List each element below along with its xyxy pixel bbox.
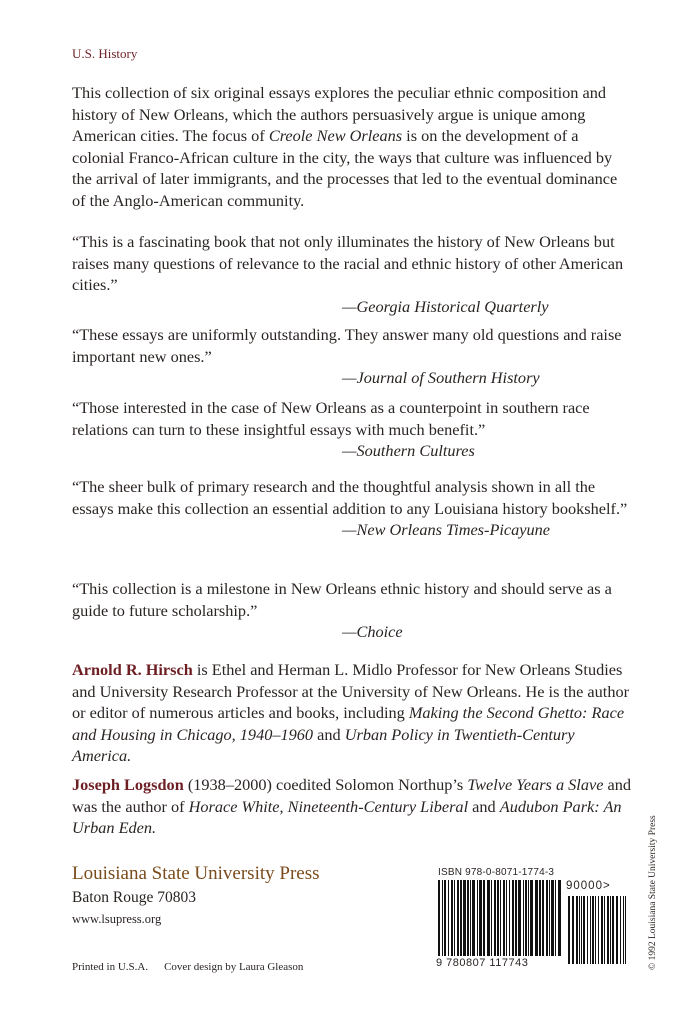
barcode-bar [444, 880, 446, 956]
barcode-bar [546, 880, 548, 956]
barcode-addon-number: 90000> [566, 880, 611, 892]
barcode-bar [451, 880, 453, 956]
barcode-bar [487, 880, 490, 956]
barcode-bar [494, 880, 496, 956]
barcode-addon-bar [610, 896, 611, 964]
barcode-addon-bar [590, 896, 591, 964]
barcode-addon-bar [612, 896, 614, 964]
barcode-bar [549, 880, 550, 956]
barcode-bar [528, 880, 529, 956]
copyright-notice: © 1992 Louisiana State University Press [648, 815, 658, 970]
author-name: Arnold R. Hirsch [72, 660, 193, 679]
barcode-bar [523, 880, 524, 956]
quote-source: —New Orleans Times-Picayune [342, 520, 551, 540]
barcode-bar [448, 880, 449, 956]
category-label: U.S. History [72, 46, 138, 61]
barcode-bar [470, 880, 471, 956]
book-title: Creole New Orleans [268, 126, 403, 146]
publisher-name: Louisiana State University Press [72, 863, 320, 884]
barcode-bar [472, 880, 475, 956]
barcode-bar [539, 880, 541, 956]
quote-source: —Journal of Southern History [342, 368, 540, 388]
blurb-quote: “This collection is a milestone in New Orleans ethnic history and should serve as a guide to future scholarship.” —Choice [72, 578, 632, 643]
quote-source: —Southern Cultures [342, 441, 475, 461]
barcode-bar [535, 880, 538, 956]
blurb-quote: “This is a fascinating book that not only illuminates the history of New Orleans but raises many questions of relevance to the racial and ethnic history of other American cities.” —Georgia Historical Quarterly [72, 231, 632, 317]
barcode-bar [558, 880, 561, 956]
barcode-addon-bar [581, 896, 582, 964]
barcode-addon-bar [568, 896, 570, 964]
barcode-bar [497, 880, 499, 956]
barcode-bar [460, 880, 462, 956]
author-bio-hirsch: Arnold R. Hirsch is Ethel and Herman L. Midlo Professor for New Orleans Studies and University Research Professor at the University of New Orleans. He is the author or editor of numerous articles and books, including Making the Second Ghetto: Race and Housing in Chicago, 1940–1960 and Urban Policy in Twentieth-Century America. [72, 660, 630, 766]
book-description: This collection of six original essays explores the peculiar ethnic composition and history of New Orleans, which the authors persuasively argue is unique among American cities. The focus of Creole New Orleans is on the development of a colonial Franco-African culture in the city, the ways that culture was influenced by the arrival of later immigrants, and the processes that led to the eventual dominance of the Anglo-American community. [72, 83, 618, 210]
barcode-bar [555, 880, 556, 956]
barcode-bar [479, 880, 482, 956]
publisher-city: Baton Rouge 70803 [72, 889, 196, 906]
publisher-url: www.lsupress.org [72, 912, 162, 926]
barcode-addon-bar [625, 896, 626, 964]
cover-credit: Cover design by Laura Gleason [164, 961, 304, 973]
quote-source: —Georgia Historical Quarterly [342, 296, 549, 316]
barcode-bar [530, 880, 533, 956]
author-name: Joseph Logsdon [72, 775, 184, 794]
quote-source: —Choice [342, 622, 403, 642]
barcode-addon-bar [616, 896, 618, 964]
barcode-bar [491, 880, 492, 956]
barcode-bar [525, 880, 527, 956]
barcode-bar [506, 880, 507, 956]
printed-in: Printed in U.S.A. [72, 961, 149, 973]
barcode-addon-bar [587, 896, 588, 964]
barcode-bar [518, 880, 521, 956]
barcode-addon-bar [601, 896, 603, 964]
author-bio-logsdon: Joseph Logsdon (1938–2000) coedited Solomon Northup’s Twelve Years a Slave and was the author of Horace White, Nineteenth-Century Liberal and Audubon Park: An Urban Eden. [72, 775, 632, 838]
barcode-bar [542, 880, 544, 956]
barcode-bar [463, 880, 466, 956]
barcode-addon-bar [604, 896, 605, 964]
blurb-quote: “The sheer bulk of primary research and the thoughtful analysis shown in all the essays make this collection an essential addition to any Louisiana history bookshelf.” —New Orleans Times-Picayune [72, 476, 632, 541]
barcode [434, 880, 630, 968]
barcode-bar [483, 880, 485, 956]
barcode-addon-bar [592, 896, 594, 964]
barcode-bar [442, 880, 443, 956]
barcode-bar [477, 880, 478, 956]
barcode-addon-bar [620, 896, 621, 964]
barcode-addon-bar [595, 896, 596, 964]
barcode-bar [512, 880, 514, 956]
barcode-bar [503, 880, 505, 956]
footer-credits [72, 961, 303, 973]
barcode-ean-number: 9 780807 117743 [436, 957, 529, 969]
isbn-label: ISBN 978-0-8071-1774-3 [438, 867, 555, 878]
blurb-quote: “Those interested in the case of New Orleans as a counterpoint in southern race relations can turn to these insightful essays with much benefit.” —Southern Cultures [72, 397, 632, 462]
barcode-bar [454, 880, 455, 956]
barcode-addon-bar [583, 896, 585, 964]
barcode-bar [438, 880, 440, 956]
barcode-addon-bar [572, 896, 574, 964]
barcode-addon-bar [607, 896, 609, 964]
barcode-bar [467, 880, 469, 956]
barcode-bar [551, 880, 554, 956]
blurb-quote: “These essays are uniformly outstanding. They answer many old questions and raise important new ones.” —Journal of Southern History [72, 324, 632, 389]
barcode-bar [500, 880, 501, 956]
barcode-addon-bar [598, 896, 599, 964]
barcode-bar [515, 880, 517, 956]
barcode-addon-bar [576, 896, 578, 964]
barcode-bar [509, 880, 510, 956]
barcode-bar [457, 880, 459, 956]
barcode-addon-bar [579, 896, 580, 964]
barcode-addon-bar [623, 896, 624, 964]
